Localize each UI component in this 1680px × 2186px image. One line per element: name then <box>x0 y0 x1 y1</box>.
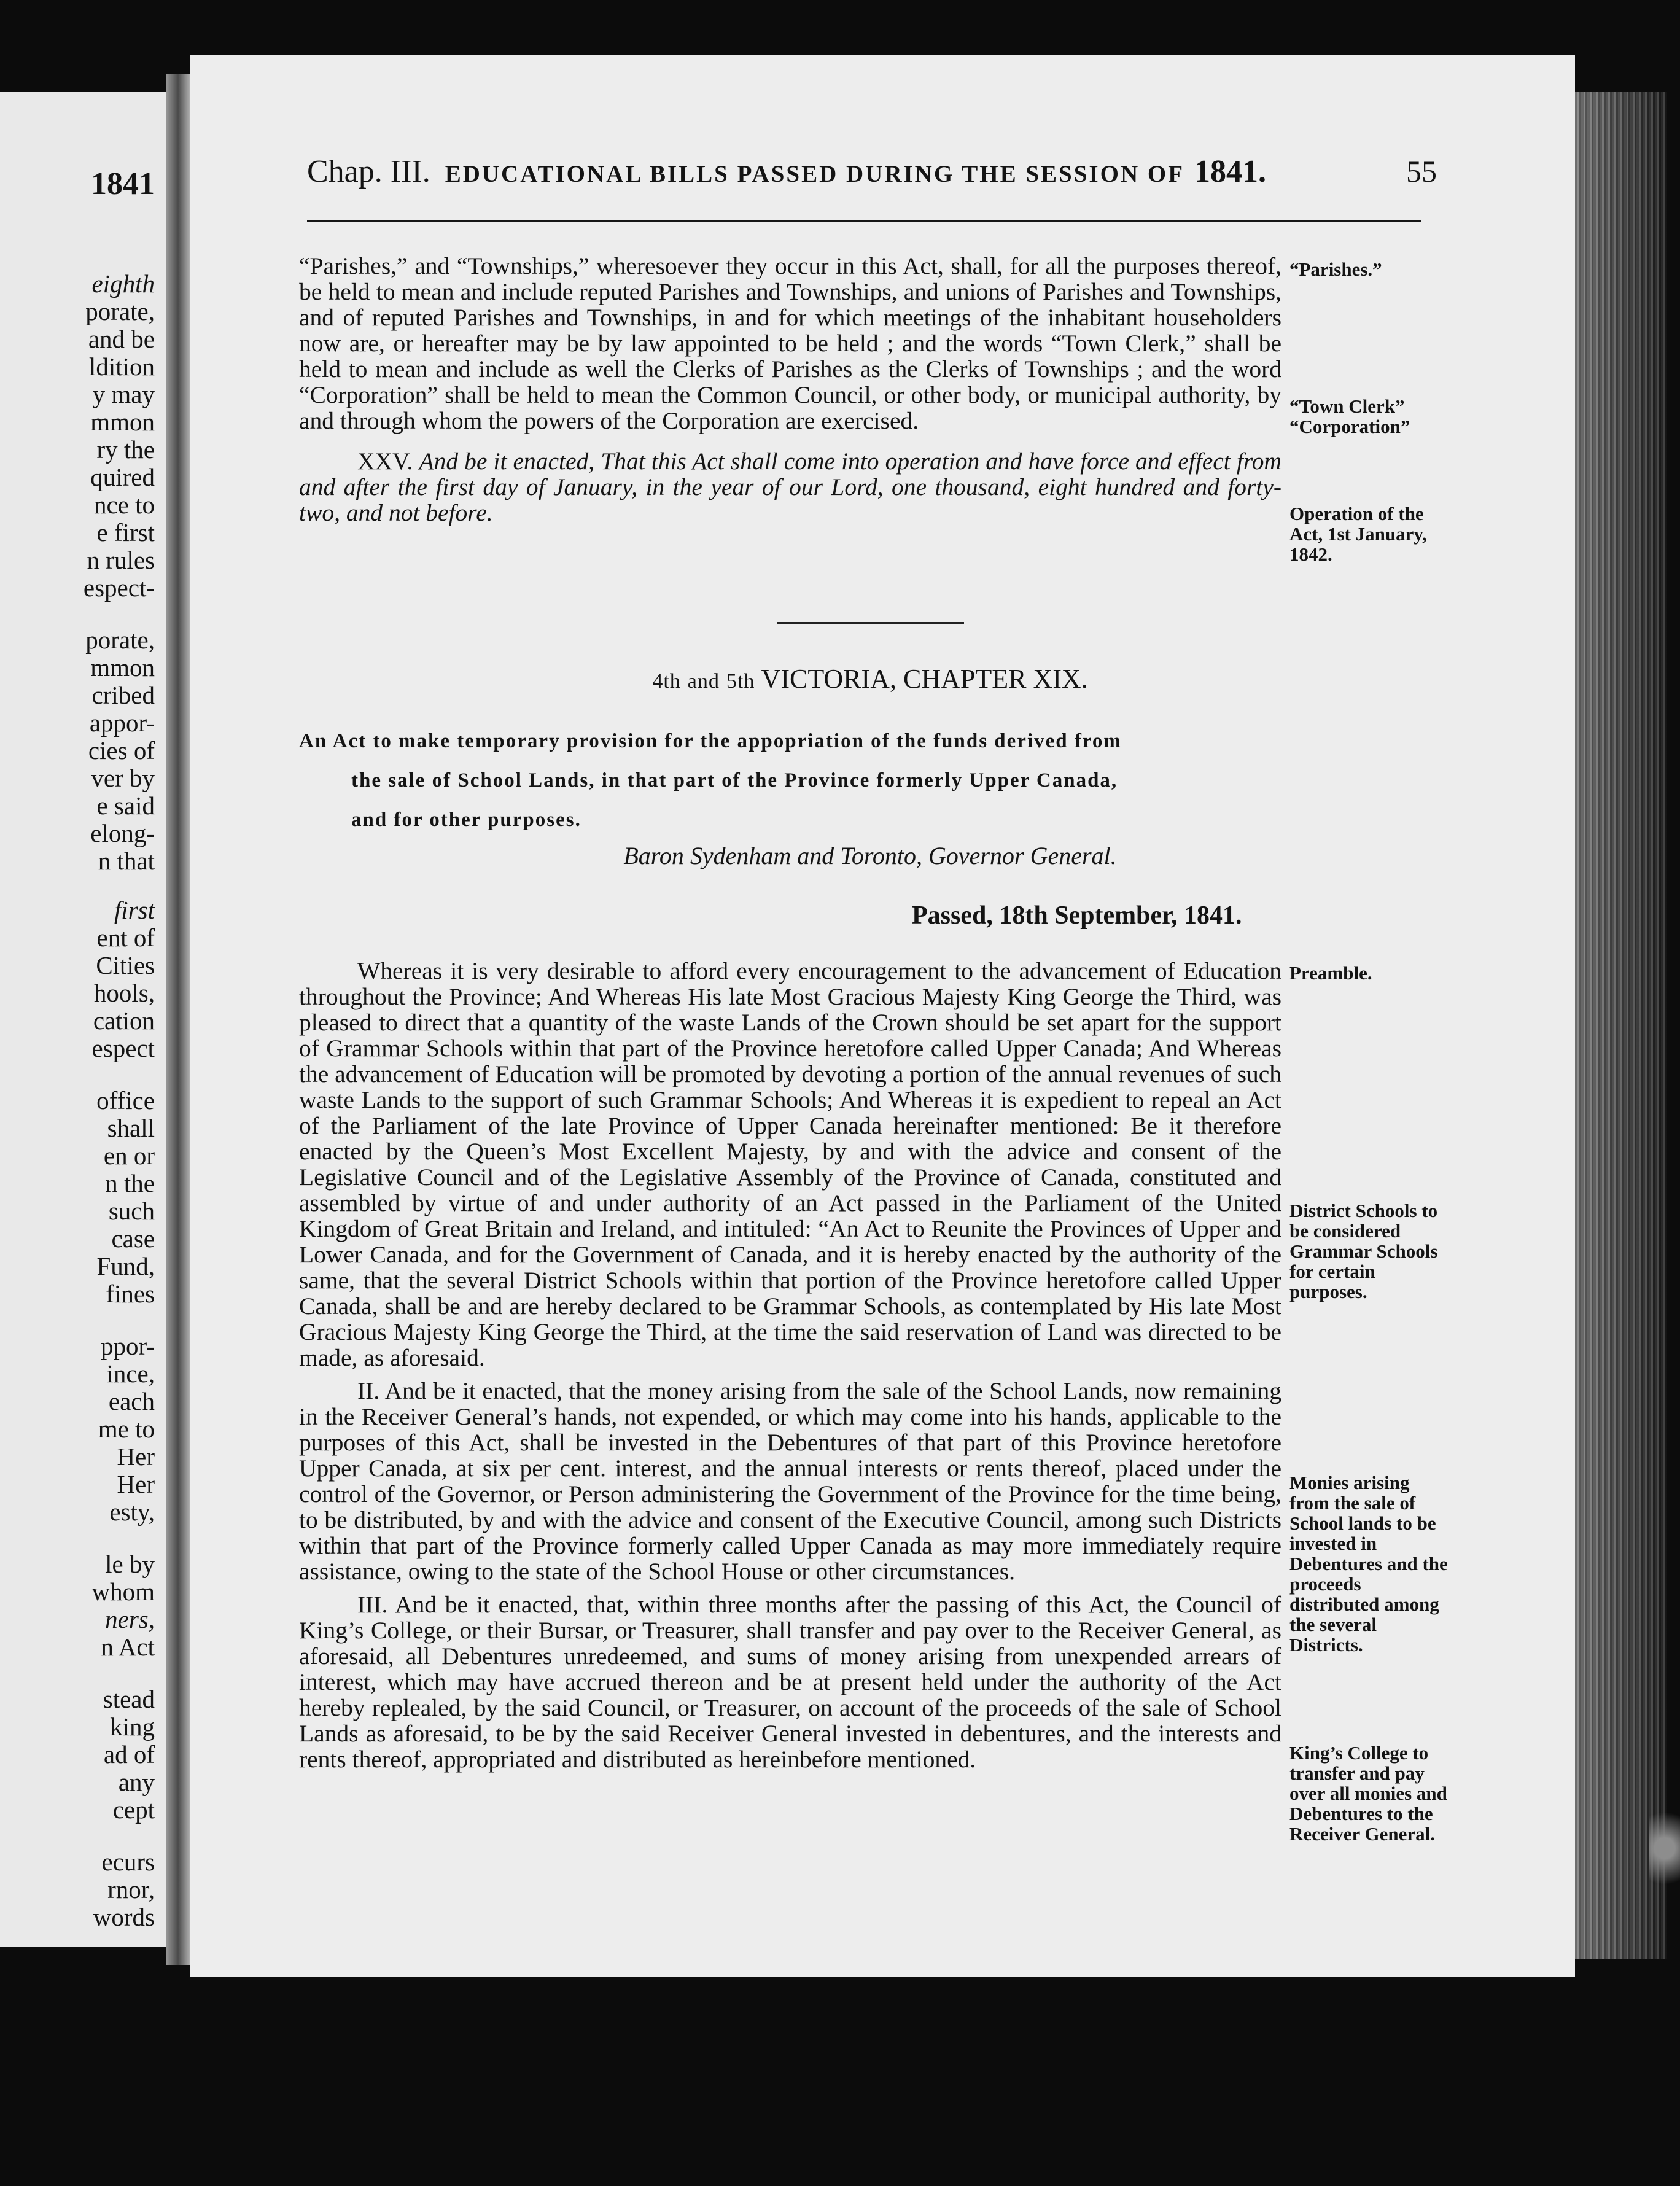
governor-line: Baron Sydenham and Toronto, Governor General. <box>623 842 1117 869</box>
left-page-line: le by <box>105 1550 155 1578</box>
section-ii-paragraph: II. And be it enacted, that the money arising from the sale of the School Lands, now remaining in the Receiver General’s hands, not expended, or which may come into his hands, applicable to the purposes of this Act, shall be invested in the Debentures of that part of this Province heretofore Upper Canada, at six per cent. interest, and the annual interests or rents thereof, placed under the control of the Governor, or Person administering the Government of the Province for the time being, to be distributed, by and with the advice and consent of the Executive Council, among such Districts within that part of the Province formerly called Upper Canada as may more immediately require assistance, owing to the state of the School House or other circumstances. <box>299 1377 1281 1585</box>
left-page-line: shall <box>107 1114 155 1142</box>
left-page-line: n Act <box>101 1633 155 1661</box>
running-header <box>307 154 1437 196</box>
left-page-line: Her <box>117 1470 155 1498</box>
left-page-line: esty, <box>109 1498 155 1526</box>
left-page-line: ldition <box>88 352 155 381</box>
margin-note-parishes: “Parishes.” <box>1289 259 1382 280</box>
left-page-line: ince, <box>106 1359 155 1388</box>
left-page-line: whom <box>91 1577 155 1606</box>
left-page-line: cept <box>112 1795 155 1824</box>
left-page-line: first <box>114 896 155 924</box>
left-page-line: e said <box>96 792 155 820</box>
section-xxv-paragraph <box>299 448 1281 526</box>
passed-date: Passed, 18th September, 1841. <box>912 901 1242 930</box>
left-page-line: ent of <box>96 924 155 952</box>
left-page-line: mmon <box>90 653 155 682</box>
left-page-line: espect- <box>83 574 155 602</box>
act-title-line-2: the sale of School Lands, in that part of the Province formerly Upper Canada, <box>351 769 1118 792</box>
left-page-line: any <box>118 1768 155 1796</box>
left-page-line: ppor- <box>101 1332 155 1360</box>
act-title-line-3: and for other purposes. <box>351 809 581 831</box>
left-page-line: cies of <box>88 736 155 764</box>
page-number: 55 <box>1406 154 1437 189</box>
margin-note-preamble: Preamble. <box>1289 962 1372 984</box>
chapter-label: Chap. III. <box>307 154 430 189</box>
chapter-heading <box>299 663 1441 694</box>
left-page-line: case <box>111 1224 155 1253</box>
left-page-line: n rules <box>87 546 155 574</box>
preamble-paragraph: Whereas it is very desirable to afford every encouragement to the advancement of Education throughout the Province; And Whereas His late Most Gracious Majesty King George the Third, was pleased to direct that a quantity of the waste Lands of the Crown should be set apart for the support of Grammar Schools within that part of the Province heretofore called Upper Canada; And Whereas the advancement of Education will be promoted by devoting a portion of the annual revenues of such waste Lands to the support of such Grammar Schools; And Whereas it is expedient to repeal an Act of the Parliament of the late Province of Upper Canada hereinafter mentioned: Be it therefore enacted by the Queen’s Most Excellent Majesty, by and with the advice and consent of the Legislative Council and of the Legislative Assembly of the Province of Canada, constituted and assembled by virtue of and under authority of an Act passed in the Parliament of the United Kingdom of Great Britain and Ireland, and intituled: “An Act to Reunite the Provinces of Upper and Lower Canada, and for the Government of Canada, and it is hereby enacted by the authority of the same, that the several District Schools within that portion of the Province heretofore called Upper Canada, shall be and are hereby declared to be Grammar Schools, as contemplated by His late Most Gracious Majesty King George the Third, at the time the said reservation of Land was directed to be made, as aforesaid. <box>299 957 1281 1371</box>
act-title-line-1: An Act to make temporary provision for the appopriation of the funds derived from <box>299 730 1122 752</box>
margin-note-district-schools: District Schools to be considered Grammar Schools for certain purposes. <box>1289 1200 1438 1302</box>
left-page-line: espect <box>91 1034 155 1062</box>
left-page-line: hools, <box>93 979 155 1007</box>
left-page-line: each <box>108 1387 155 1415</box>
section-divider <box>777 622 964 624</box>
left-page-line: elong- <box>90 819 155 847</box>
left-page-line: and be <box>88 325 155 353</box>
left-page-line: cribed <box>91 681 155 709</box>
left-page-line: eighth <box>91 270 155 298</box>
act-title <box>299 722 1435 839</box>
left-page-line: mmon <box>90 408 155 436</box>
left-page-line: Her <box>117 1442 155 1471</box>
left-page-line: ners, <box>105 1605 155 1633</box>
left-page-line: me to <box>98 1415 155 1443</box>
left-page-year: 1841 <box>91 166 155 201</box>
section-iii-paragraph: III. And be it enacted, that, within three months after the passing of this Act, the Council of King’s College, or their Bursar, or Treasurer, shall transfer and pay over to the Receiver General, as aforesaid, all Debentures unredeemed, and sums of money arising from unexpended arrears of interest, which may have accrued thereon and be at present held under the authority of the Act hereby replealed, by the said Council, or Treasurer, on account of the proceeds of the sale of School Lands as aforesaid, to be by the said Receiver General invested in debentures, and the interests and rents thereof, appropriated and distributed as hereinbefore mentioned. <box>299 1591 1281 1773</box>
left-page-fragment <box>0 92 166 1947</box>
scan-speck <box>1649 1799 1680 1897</box>
left-page-line: stead <box>103 1685 155 1713</box>
left-page-line: nce to <box>93 491 155 519</box>
ordinal-and: and <box>687 670 720 693</box>
left-page-line: Cities <box>96 951 155 979</box>
left-page-line: such <box>108 1197 155 1225</box>
left-page-line: porate, <box>85 626 155 654</box>
margin-note-monies: Monies arising from the sale of School lands to be invested in Debentures and the proceeds distributed among the several Districts. <box>1289 1472 1448 1655</box>
parishes-paragraph: “Parishes,” and “Townships,” wheresoever they occur in this Act, shall, for all the purposes thereof, be held to mean and include reputed Parishes and Townships, and unions of Parishes and Townships, and of reputed Parishes and Townships, in and for which meetings of the inhabitant householders now are, or hereafter may be by law appointed to be held ; and the words “Town Clerk,” shall be held to mean and include as well the Clerks of Parishes as the Clerks of Townships ; and the word “Corporation” shall be held to mean the Common Council, or other body, or municipal authority, by and through whom the powers of the Corporation are exercised. <box>299 252 1281 434</box>
left-page-line: office <box>96 1086 155 1114</box>
margin-note-town-clerk: “Town Clerk” <box>1289 395 1405 417</box>
left-page-line: y may <box>92 380 155 408</box>
margin-note-operation: Operation of the Act, 1st January, 1842. <box>1289 503 1427 565</box>
section-xxv-text: And be it enacted, That this Act shall come into operation and have force and effect from and after the first day of January, in the year of our Lord, one thousand, eight hundred and forty-two, and not before. <box>299 448 1281 526</box>
running-title: EDUCATIONAL BILLS PASSED DURING THE SESSION OF <box>445 161 1185 187</box>
left-page-line: n that <box>98 847 155 875</box>
margin-note-kings-college: King’s College to transfer and pay over all monies and Debentures to the Receiver General. <box>1289 1742 1447 1845</box>
book-gutter <box>166 74 190 1965</box>
section-parishes <box>299 253 1281 526</box>
left-page-line: words <box>93 1903 155 1931</box>
left-page-line: e first <box>96 518 155 546</box>
left-page-line: Fund, <box>96 1252 155 1280</box>
section-xxv-number: XXV. <box>357 448 413 475</box>
left-page-line: ver by <box>91 764 155 792</box>
act-body <box>299 958 1281 1772</box>
ordinal-5th: 5th <box>726 670 755 693</box>
running-year: 1841. <box>1194 154 1267 189</box>
left-page-line: en or <box>103 1142 155 1170</box>
left-page-line: king <box>110 1713 155 1741</box>
left-page-line: ry the <box>96 435 155 464</box>
left-page-line: appor- <box>89 709 155 737</box>
left-page-line: ad of <box>103 1740 155 1768</box>
left-page-line: porate, <box>85 297 155 325</box>
chapter-title: VICTORIA, CHAPTER XIX. <box>761 664 1088 694</box>
page-edges <box>1575 92 1667 1959</box>
margin-note-corporation: “Corporation” <box>1289 416 1410 437</box>
left-page-line: fines <box>106 1280 155 1308</box>
left-page-line: rnor, <box>107 1875 155 1904</box>
left-page-line: ecurs <box>101 1848 155 1876</box>
left-page-line: cation <box>93 1006 155 1035</box>
left-page-line: quired <box>90 463 155 491</box>
ordinal-4th: 4th <box>652 670 681 693</box>
header-rule <box>307 220 1421 222</box>
left-page-line: n the <box>105 1169 155 1197</box>
